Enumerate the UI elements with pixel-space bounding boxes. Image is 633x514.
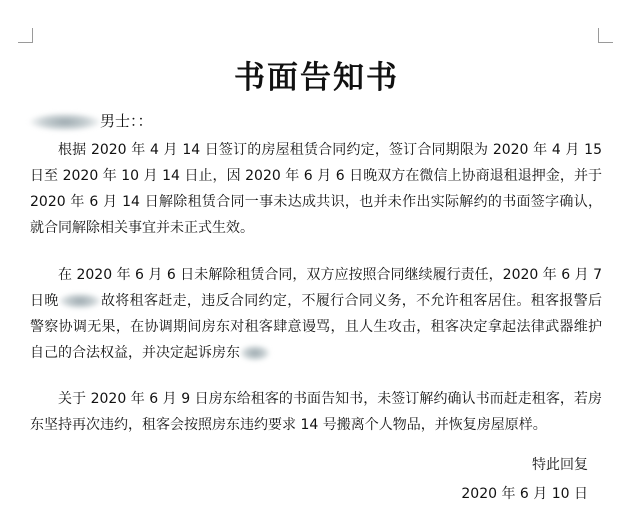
document-date: 2020 年 6 月 10 日 bbox=[461, 486, 588, 502]
closing-remark: 特此回复 bbox=[532, 457, 588, 473]
paragraph-2 bbox=[30, 262, 602, 366]
salutation bbox=[30, 110, 153, 131]
document-title: 书面告知书 bbox=[234, 60, 399, 96]
paragraph-1: 根据 2020 年 4 月 14 日签订的房屋租赁合同约定，签订合同期限为 2020 年 4 月 15 日至 2020 年 10 月 14 日止，因 2020 年 6 月 6 日晚双方在微信上协商退租退押金，并于 2020 年 6 月 14 日解除租赁合同一事未达成共识，也并未作出实际解约的书面签字确认，就合同解除相关事宜并未正式生效。 bbox=[30, 142, 602, 236]
redacted-name bbox=[30, 113, 100, 131]
salutation-text: 男士：： bbox=[100, 112, 153, 130]
paragraph-2-part-1: 在 2020 年 6 月 6 日未解除租赁合同，双方应按照合同继续履行责任，2020 年 6 月 7 日晚 bbox=[30, 267, 602, 309]
paragraph-2-part-2: 故将租客赶走，违反合同约定，不履行合同义务，不允许租客居住。租客报警后警察协调无果，在协调期间房东对租客肆意谩骂，且人生攻击，租客决定拿起法律武器维护自己的合法权益，并决定起诉房东 bbox=[30, 293, 603, 361]
redacted-name bbox=[59, 293, 101, 309]
margin-corner-marker bbox=[598, 28, 613, 43]
margin-corner-marker bbox=[18, 28, 33, 43]
paragraph-3: 关于 2020 年 6 月 9 日房东给租客的书面告知书，未签订解约确认书而赶走租客，若房东坚持再次违约，租客会按照房东违约要求 14 号搬离个人物品，并恢复房屋原样。 bbox=[30, 391, 602, 433]
redacted-name bbox=[240, 345, 270, 361]
